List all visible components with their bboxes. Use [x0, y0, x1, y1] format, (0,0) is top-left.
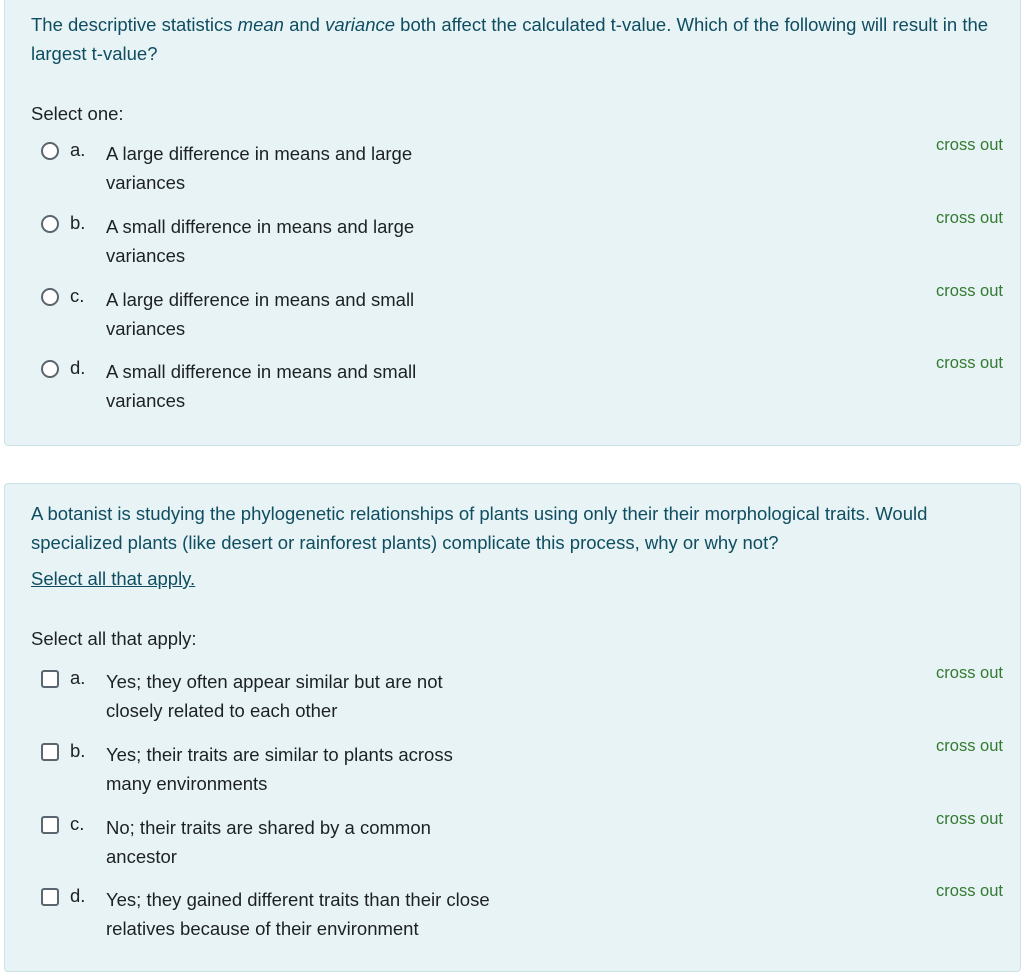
q1-option-label[interactable]: A small difference in means and large variances — [106, 216, 415, 266]
select-all-link[interactable]: Select all that apply. — [31, 568, 196, 589]
q1-crossout-b-link[interactable]: cross out — [936, 209, 1003, 227]
q1-radio-a[interactable] — [41, 142, 59, 160]
q1-radio-d[interactable] — [41, 360, 59, 378]
q1-option-letter: b. — [70, 212, 86, 233]
q1-option-d[interactable] — [35, 354, 1003, 419]
q1-radio-c[interactable] — [41, 288, 59, 306]
q1-option-c[interactable] — [35, 282, 1003, 347]
q2-checkbox-d[interactable] — [41, 888, 59, 906]
q2-crossout-d-link[interactable]: cross out — [936, 882, 1003, 900]
q1-option-letter: d. — [70, 357, 86, 378]
question-1-text: The descriptive statistics mean and variance both affect the calculated t-value. Which of the following will result in the largest t-value? — [31, 14, 989, 64]
q2-option-d[interactable] — [35, 882, 1003, 947]
q1-option-a[interactable] — [35, 136, 1003, 201]
q2-option-label[interactable]: No; their traits are shared by a common ancestor — [106, 817, 431, 867]
q2-checkbox-b[interactable] — [41, 743, 59, 761]
q1-radio-b[interactable] — [41, 215, 59, 233]
q2-crossout-b-link[interactable]: cross out — [936, 737, 1003, 755]
select-all-prompt: Select all that apply: — [31, 628, 197, 649]
q2-crossout-c-link[interactable]: cross out — [936, 810, 1003, 828]
q2-checkbox-a[interactable] — [41, 670, 59, 688]
q2-option-letter: c. — [70, 813, 85, 834]
q2-option-a[interactable] — [35, 664, 1003, 729]
q2-option-c[interactable] — [35, 810, 1003, 875]
question-1-card — [4, 0, 1021, 446]
q2-option-label[interactable]: Yes; their traits are similar to plants across many environments — [106, 744, 453, 794]
q2-crossout-a-link[interactable]: cross out — [936, 664, 1003, 682]
q1-option-label[interactable]: A small difference in means and small variances — [106, 361, 417, 411]
variance-term: variance — [325, 14, 396, 35]
question-2-text: A botanist is studying the phylogenetic relationships of plants using only their their morphological traits. Would specialized plants (like desert or rainforest plants) complicate this process, why or why not? — [31, 503, 928, 553]
select-one-prompt: Select one: — [31, 103, 124, 124]
q2-option-label[interactable]: Yes; they often appear similar but are not closely related to each other — [106, 671, 443, 721]
q2-option-b[interactable] — [35, 737, 1003, 802]
q1-crossout-d-link[interactable]: cross out — [936, 354, 1003, 372]
q1-option-label[interactable]: A large difference in means and small variances — [106, 289, 415, 339]
q2-option-letter: b. — [70, 740, 86, 761]
q2-option-letter: d. — [70, 885, 86, 906]
q1-option-label[interactable]: A large difference in means and large variances — [106, 143, 413, 193]
mean-term: mean — [237, 14, 284, 35]
q2-option-label[interactable]: Yes; they gained different traits than their close relatives because of their environment — [106, 889, 490, 939]
q1-option-letter: a. — [70, 139, 86, 160]
question-2-card — [4, 483, 1021, 972]
q2-checkbox-c[interactable] — [41, 816, 59, 834]
q1-option-b[interactable] — [35, 209, 1003, 274]
q1-crossout-c-link[interactable]: cross out — [936, 282, 1003, 300]
q2-option-letter: a. — [70, 667, 86, 688]
q1-crossout-a-link[interactable]: cross out — [936, 136, 1003, 154]
q1-option-letter: c. — [70, 285, 85, 306]
